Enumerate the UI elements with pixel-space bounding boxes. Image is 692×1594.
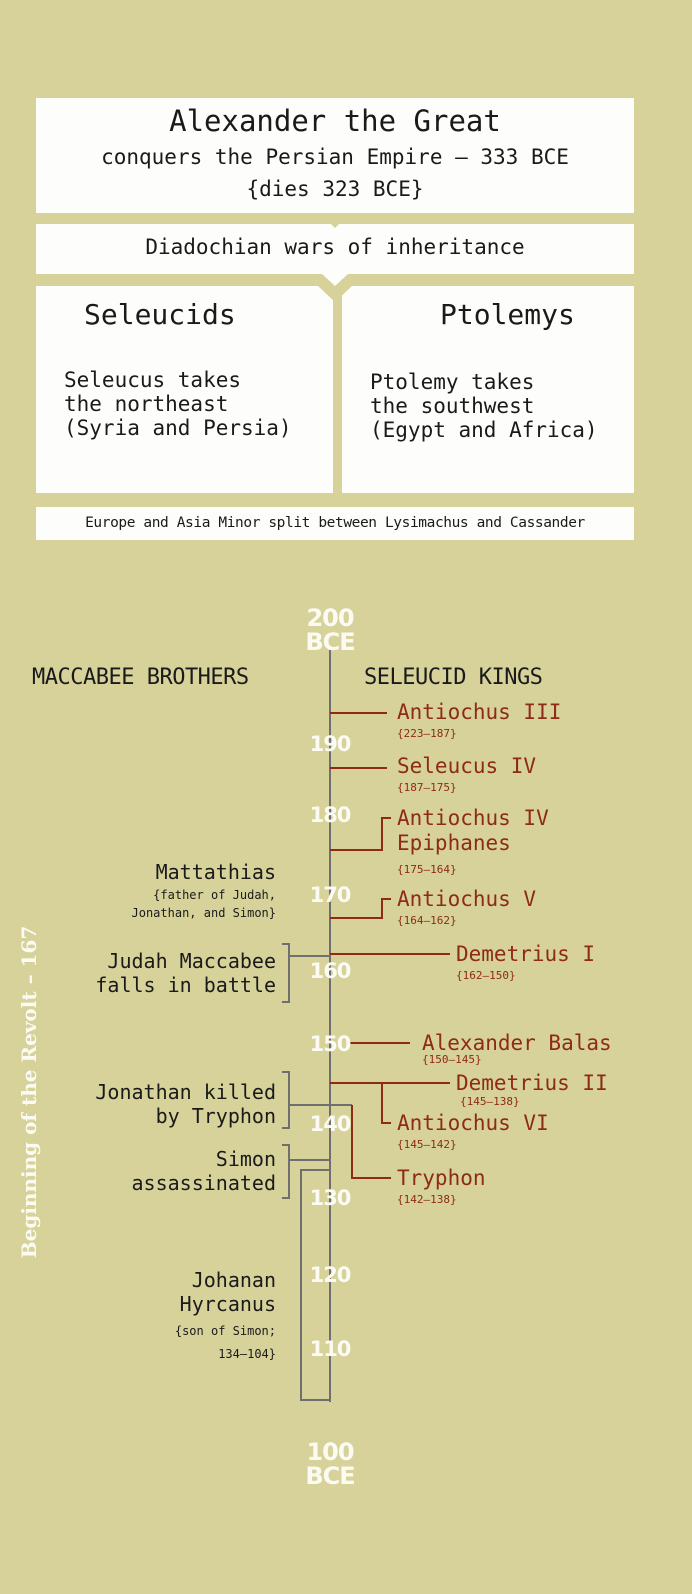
king-demetrius1: Demetrius I bbox=[456, 942, 596, 966]
diadochi-label: Diadochian wars of inheritance bbox=[145, 235, 525, 259]
antiochus6-line bbox=[382, 1083, 391, 1123]
tick-top bbox=[300, 606, 360, 654]
king-tryphon-dates: {142–138} bbox=[397, 1193, 457, 1206]
alexander-title: Alexander the Great bbox=[169, 104, 501, 138]
seleucids-line-3: (Syria and Persia) bbox=[64, 416, 292, 440]
judah-bracket bbox=[282, 944, 289, 1002]
tick-160: 160 bbox=[309, 959, 351, 983]
brother-hyrcanus-note-1: {son of Simon; bbox=[174, 1324, 276, 1338]
king-antiochus3-dates: {223–187} bbox=[397, 727, 457, 740]
tick-150: 150 bbox=[309, 1032, 351, 1056]
king-antiochus4-dates: {175–164} bbox=[397, 863, 457, 876]
tick-bottom-num: 100 bbox=[306, 1438, 354, 1466]
ptolemys-line-2: the southwest bbox=[370, 394, 535, 418]
king-seleucus4: Seleucus IV bbox=[397, 754, 537, 778]
brother-hyrcanus-note-2: 134–104} bbox=[218, 1347, 276, 1361]
ptolemys-line-3: (Egypt and Africa) bbox=[370, 418, 598, 442]
king-seleucus4-dates: {187–175} bbox=[397, 781, 457, 794]
king-demetrius2: Demetrius II bbox=[456, 1071, 608, 1095]
tick-180: 180 bbox=[309, 803, 351, 827]
brother-hyrcanus-line2: Hyrcanus bbox=[179, 1292, 276, 1316]
maccabee-heading: MACCABEE BROTHERS bbox=[32, 665, 249, 690]
brother-hyrcanus-line1: Johanan bbox=[191, 1268, 276, 1292]
brother-judah-line2: falls in battle bbox=[95, 973, 276, 997]
europe-label: Europe and Asia Minor split between Lysimachus and Cassander bbox=[85, 515, 585, 531]
king-antiochus6-dates: {145–142} bbox=[397, 1138, 457, 1151]
seleucids-line-1: Seleucus takes bbox=[64, 368, 242, 392]
brother-mattathias-note-1: {father of Judah, bbox=[153, 888, 276, 902]
seleucids-title: Seleucids bbox=[84, 298, 236, 331]
tick-bottom-unit: BCE bbox=[305, 1462, 355, 1490]
king-alexander-balas: Alexander Balas bbox=[422, 1031, 612, 1055]
alexander-death: {dies 323 BCE} bbox=[246, 177, 424, 201]
brother-simon-line1: Simon bbox=[215, 1147, 276, 1171]
king-tryphon: Tryphon bbox=[397, 1166, 486, 1190]
seleucids-line-2: the northeast bbox=[64, 392, 229, 416]
alexander-subtitle: conquers the Persian Empire – 333 BCE bbox=[101, 145, 569, 169]
brother-mattathias: Mattathias bbox=[155, 860, 276, 884]
brother-mattathias-note-2: Jonathan, and Simon} bbox=[131, 906, 276, 920]
tick-top-num: 200 bbox=[306, 604, 354, 632]
tick-140: 140 bbox=[309, 1112, 351, 1136]
king-antiochus6: Antiochus VI bbox=[397, 1111, 549, 1135]
brother-simon-line2: assassinated bbox=[131, 1171, 276, 1195]
tick-170: 170 bbox=[309, 883, 351, 907]
jonathan-bracket bbox=[282, 1072, 289, 1128]
simon-bracket bbox=[282, 1145, 289, 1198]
king-alexander-balas-dates: {150–145} bbox=[422, 1053, 482, 1066]
king-antiochus4-line2: Epiphanes bbox=[397, 831, 511, 855]
king-antiochus3: Antiochus III bbox=[397, 700, 562, 724]
tick-130: 130 bbox=[309, 1186, 351, 1210]
tick-190: 190 bbox=[309, 732, 351, 756]
ptolemys-line-1: Ptolemy takes bbox=[370, 370, 535, 394]
brother-judah-line1: Judah Maccabee bbox=[107, 949, 276, 973]
king-demetrius2-dates: {145–138} bbox=[460, 1095, 520, 1108]
tick-top-unit: BCE bbox=[305, 628, 355, 656]
ptolemys-title: Ptolemys bbox=[440, 298, 575, 331]
tick-120: 120 bbox=[309, 1263, 351, 1287]
king-antiochus5-dates: {164–162} bbox=[397, 914, 457, 927]
tick-bottom bbox=[300, 1440, 360, 1488]
tick-110: 110 bbox=[309, 1337, 351, 1361]
king-antiochus5: Antiochus V bbox=[397, 887, 537, 911]
revolt-side-label: Beginning of the Revolt – 167 bbox=[17, 925, 41, 1259]
king-demetrius1-dates: {162–150} bbox=[456, 969, 516, 982]
brother-jonathan-line2: by Tryphon bbox=[155, 1104, 276, 1128]
brother-jonathan-line1: Jonathan killed bbox=[95, 1080, 276, 1104]
seleucid-heading: SELEUCID KINGS bbox=[364, 665, 543, 690]
king-antiochus4-line1: Antiochus IV bbox=[397, 806, 549, 830]
